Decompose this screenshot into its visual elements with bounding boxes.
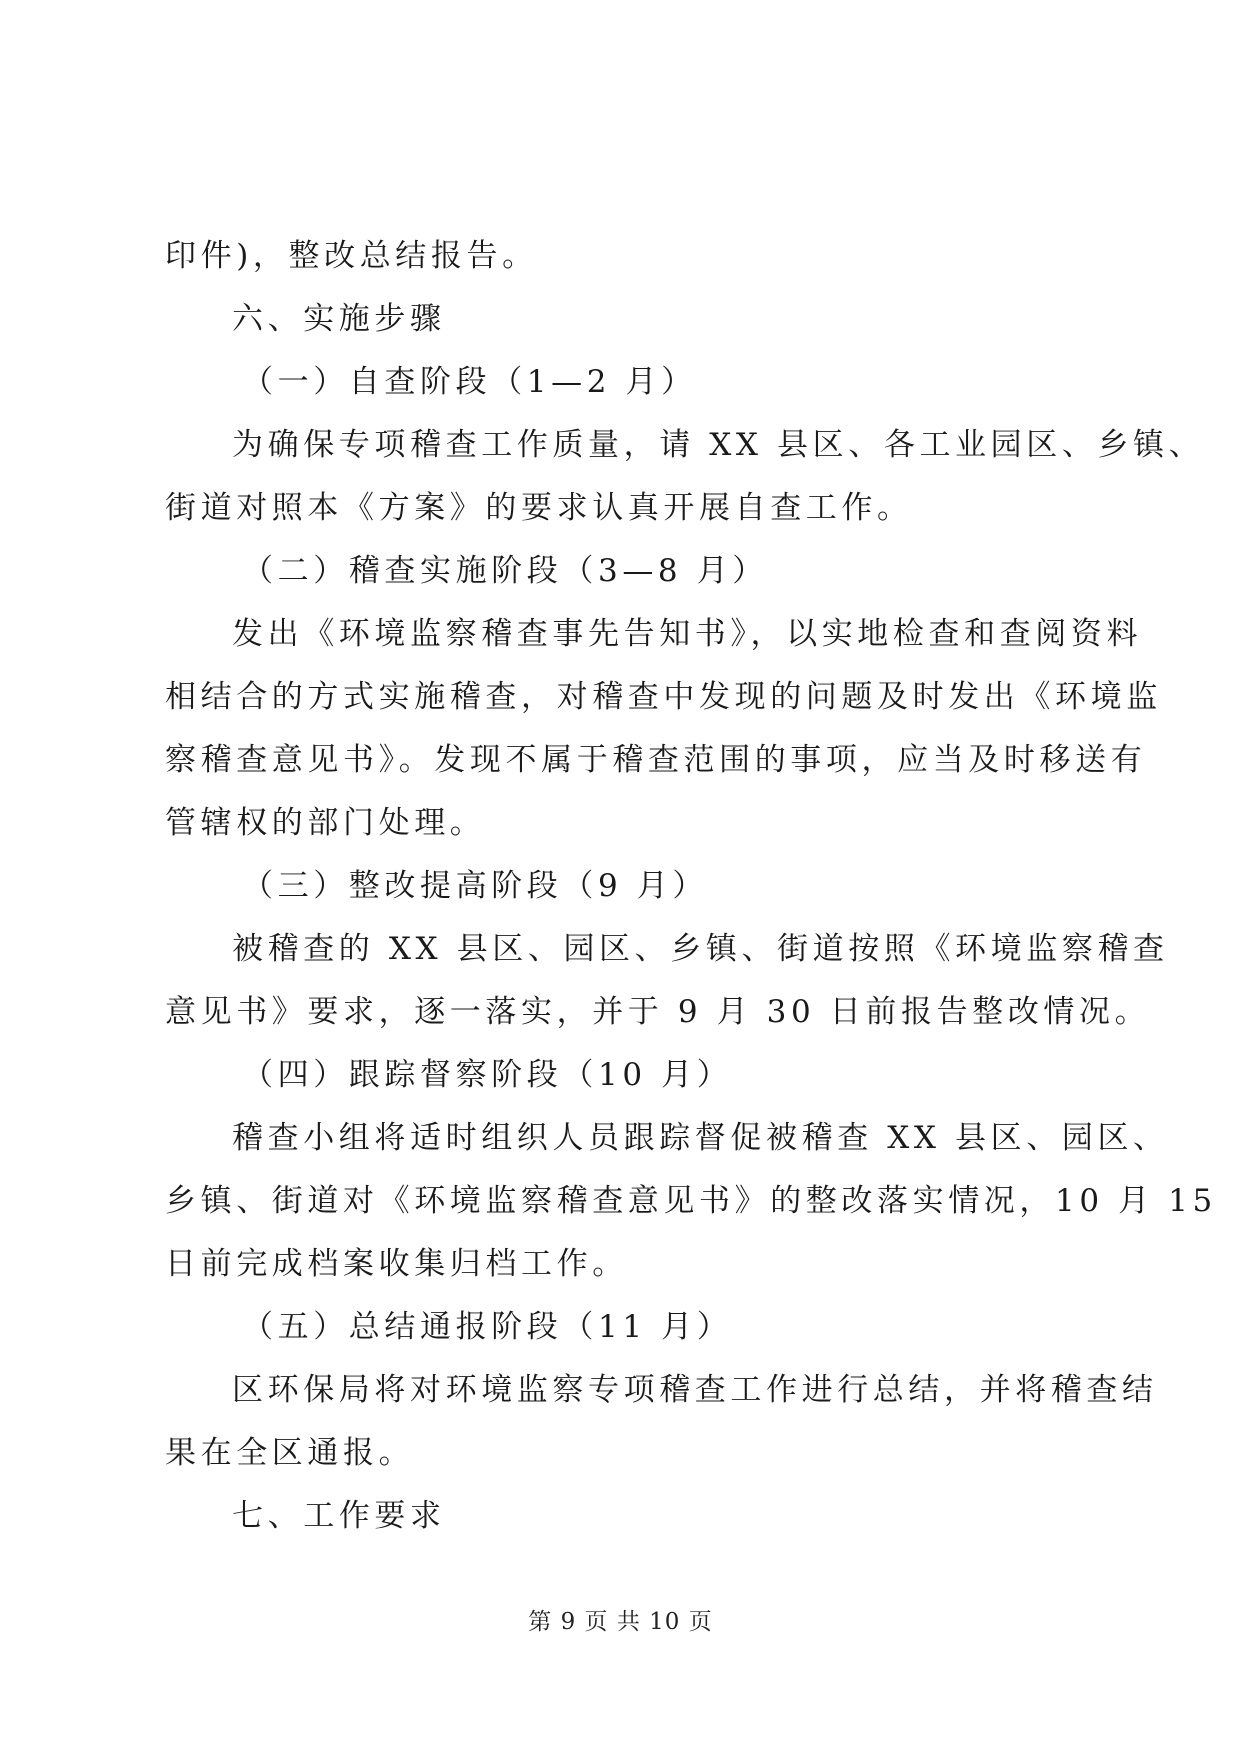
page-number-footer: 第 9 页 共 10 页 [528,1609,713,1635]
subsection-heading: （四）跟踪督察阶段（10 月） [242,1057,733,1093]
subsection-heading: （三）整改提高阶段（9 月） [242,868,708,904]
subsection-heading: （五）总结通报阶段（11 月） [242,1309,733,1345]
paragraph-line: 印件)，整改总结报告。 [165,238,538,274]
paragraph-line: 区环保局将对环境监察专项稽查工作进行总结，并将稽查结 [232,1372,1158,1408]
section-heading: 七、工作要求 [232,1498,446,1534]
paragraph-line: 意见书》要求，逐一落实，并于 9 月 30 日前报告整改情况。 [165,994,1151,1030]
paragraph-line: 相结合的方式实施稽查，对稽查中发现的问题及时发出《环境监 [165,679,1162,715]
section-heading: 六、实施步骤 [232,301,446,337]
paragraph-line: 稽查小组将适时组织人员跟踪督促被稽查 XX 县区、园区、 [232,1120,1169,1156]
subsection-heading: （一）自查阶段（1—2 月） [242,364,697,400]
paragraph-line: 街道对照本《方案》的要求认真开展自查工作。 [165,490,913,526]
paragraph-line: 乡镇、街道对《环境监察稽查意见书》的整改落实情况，10 月 15 [165,1183,1217,1219]
paragraph-line: 被稽查的 XX 县区、园区、乡镇、街道按照《环境监察稽查 [232,931,1169,967]
paragraph-line: 果在全区通报。 [165,1435,415,1471]
paragraph-line: 发出《环境监察稽查事先告知书》，以实地检查和查阅资料 [232,616,1143,652]
paragraph-line: 察稽查意见书》。发现不属于稽查范围的事项，应当及时移送有 [165,742,1147,778]
subsection-heading: （二）稽查实施阶段（3—8 月） [242,553,768,589]
paragraph-line: 日前完成档案收集归档工作。 [165,1246,628,1282]
paragraph-line: 管辖权的部门处理。 [165,805,486,841]
paragraph-line: 为确保专项稽查工作质量，请 XX 县区、各工业园区、乡镇、 [232,427,1205,463]
